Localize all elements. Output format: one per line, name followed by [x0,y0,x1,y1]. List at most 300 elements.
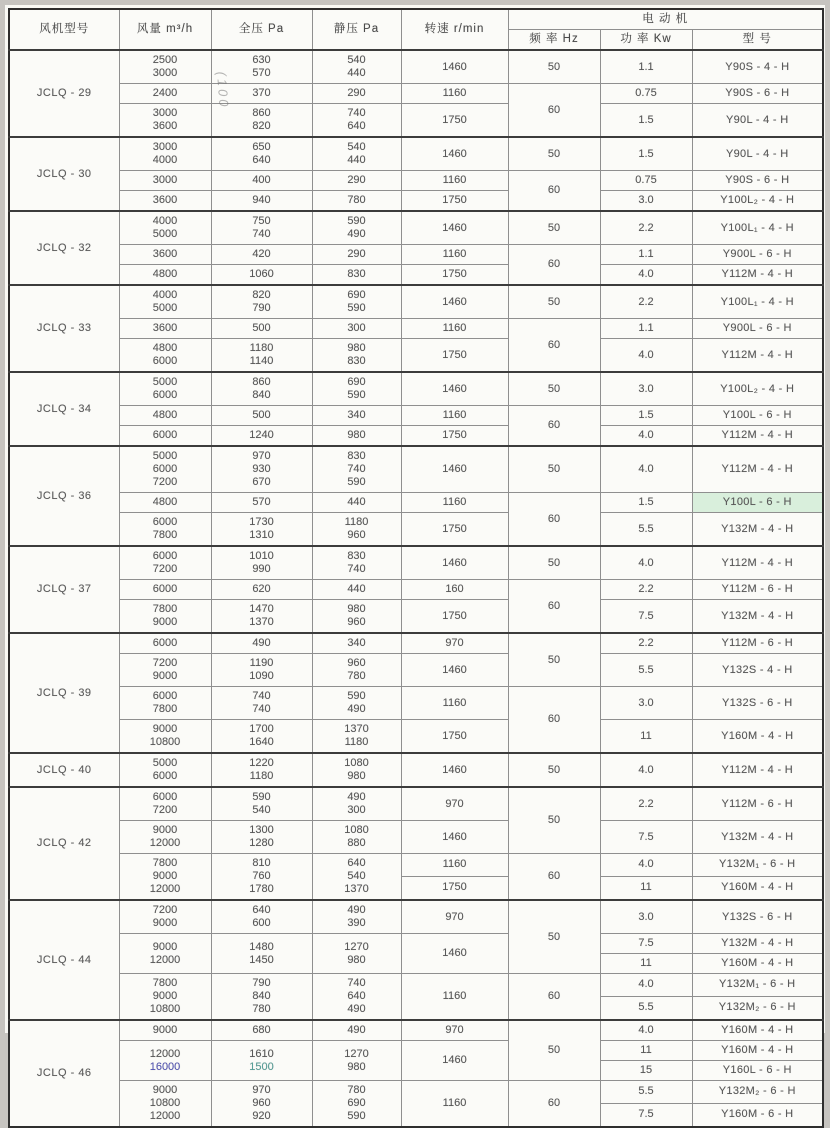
static-pressure-cell [312,406,401,426]
static-pressure-cell [312,1041,401,1081]
motor-model-cell: Y112M - 4 - H [692,426,823,447]
static-pressure-cell [312,900,401,934]
motor-model-cell: Y90L - 4 - H [692,137,823,171]
static-pressure-cell-value: 1180 [344,516,369,528]
motor-model-cell: Y90L - 4 - H [692,104,823,138]
motor-model-cell: Y90S - 6 - H [692,84,823,104]
speed-cell: 970 [401,787,508,821]
static-pressure-cell-value: 980 [347,770,366,782]
motor-model-cell: Y112M - 6 - H [692,633,823,654]
table-row [9,900,823,934]
motor-model-cell: Y100L₁ - 4 - H [692,211,823,245]
air-volume-cell-value: 9000 [152,1024,178,1036]
air-volume-cell-value: 6000 [152,690,178,702]
fan-model-cell: JCLQ - 34 [9,372,119,446]
total-pressure-cell-value: 1090 [249,670,274,682]
header-power: 功 率 Kw [600,30,692,51]
motor-model-cell: Y132M - 4 - H [692,821,823,854]
air-volume-cell-value: 4000 [152,154,178,166]
air-volume-cell [119,821,211,854]
table-row [9,600,823,634]
speed-cell: 1160 [401,1081,508,1128]
static-pressure-cell [312,84,401,104]
static-pressure-cell-value: 490 [347,228,366,240]
static-pressure-cell-value: 640 [347,120,366,132]
total-pressure-cell [211,854,312,901]
speed-cell: 1160 [401,84,508,104]
total-pressure-cell-value: 1300 [249,824,274,836]
static-pressure-cell-value: 490 [347,1024,366,1036]
total-pressure-cell [211,654,312,687]
fan-model-cell: JCLQ - 29 [9,50,119,137]
total-pressure-cell-value: 630 [252,54,271,66]
table-row [9,211,823,245]
static-pressure-cell-value: 780 [347,194,366,206]
frequency-cell: 60 [508,854,600,901]
total-pressure-cell-value: 1370 [249,616,274,628]
frequency-cell: 50 [508,50,600,84]
total-pressure-cell [211,406,312,426]
static-pressure-cell-value: 490 [347,1003,366,1015]
speed-cell: 970 [401,1020,508,1041]
frequency-cell: 60 [508,245,600,286]
static-pressure-cell-value: 440 [347,154,366,166]
static-pressure-cell-value: 980 [347,953,366,966]
air-volume-cell-value: 3600 [152,194,178,206]
static-pressure-cell [312,580,401,600]
air-volume-cell [119,50,211,84]
motor-model-cell: Y132M₁ - 6 - H [692,854,823,877]
air-volume-cell-value: 5000 [152,302,178,314]
total-pressure-cell-value: 540 [252,804,271,816]
fan-model-cell: JCLQ - 42 [9,787,119,900]
static-pressure-cell-value: 490 [347,703,366,715]
power-cell: 0.75 [600,171,692,191]
air-volume-cell-value: 9000 [152,990,178,1002]
header-motor-group: 电 动 机 [508,9,823,30]
air-volume-cell-value: 6000 [152,583,178,595]
air-volume-cell-value: 4000 [152,215,178,227]
frequency-cell: 60 [508,580,600,634]
frequency-cell: 50 [508,900,600,974]
frequency-cell: 50 [508,1020,600,1081]
motor-model-cell: Y160M - 4 - H [692,876,823,900]
speed-cell: 1160 [401,319,508,339]
total-pressure-cell [211,211,312,245]
speed-cell: 1750 [401,513,508,547]
speed-cell: 1460 [401,372,508,406]
table-row [9,934,823,954]
total-pressure-cell-value: 820 [252,120,271,132]
header-total-pressure: 全压 Pa [211,9,312,50]
total-pressure-cell [211,319,312,339]
total-pressure-cell-value: 940 [252,194,271,206]
fan-model-cell: JCLQ - 33 [9,285,119,372]
total-pressure-cell-value: 1480 [249,940,274,953]
motor-model-cell: Y132M₂ - 6 - H [692,996,823,1020]
speed-cell: 1750 [401,600,508,634]
air-volume-cell [119,1041,211,1081]
total-pressure-cell-value: 1310 [249,529,274,541]
speed-cell: 1460 [401,753,508,787]
table-row [9,406,823,426]
static-pressure-cell [312,1020,401,1041]
speed-cell: 1160 [401,493,508,513]
air-volume-cell-value: 10800 [149,736,181,748]
power-cell: 7.5 [600,600,692,634]
frequency-cell: 50 [508,446,600,493]
total-pressure-cell-value: 1280 [249,837,274,849]
air-volume-cell-value: 9000 [152,940,178,953]
air-volume-cell-value: 6000 [152,770,178,782]
static-pressure-cell [312,265,401,286]
motor-model-cell: Y112M - 4 - H [692,265,823,286]
static-pressure-cell-value: 740 [347,977,366,989]
air-volume-cell-value: 4800 [152,342,178,354]
static-pressure-cell-value: 830 [347,268,366,280]
air-volume-cell-value: 4800 [152,496,178,508]
static-pressure-cell [312,753,401,787]
total-pressure-cell [211,934,312,974]
static-pressure-cell [312,372,401,406]
table-row [9,787,823,821]
air-volume-cell [119,171,211,191]
static-pressure-cell-value: 1270 [344,1047,369,1060]
air-volume-cell [119,720,211,754]
table-row [9,137,823,171]
total-pressure-cell [211,372,312,406]
motor-model-cell: Y112M - 4 - H [692,446,823,493]
power-cell: 11 [600,1041,692,1061]
frequency-cell: 50 [508,285,600,319]
static-pressure-cell-value: 740 [347,563,366,575]
motor-model-cell: Y90S - 6 - H [692,171,823,191]
speed-cell: 1460 [401,50,508,84]
speed-cell: 970 [401,900,508,934]
table-row [9,821,823,854]
air-volume-cell-value: 6000 [152,389,178,401]
static-pressure-cell [312,787,401,821]
frequency-cell: 60 [508,493,600,547]
total-pressure-cell-value: 840 [252,990,271,1002]
fan-model-cell: JCLQ - 39 [9,633,119,753]
static-pressure-cell-value: 1080 [344,757,369,769]
total-pressure-cell [211,265,312,286]
power-cell: 2.2 [600,211,692,245]
air-volume-cell-value: 12000 [149,883,181,895]
static-pressure-cell-value: 440 [347,583,366,595]
static-pressure-cell [312,245,401,265]
static-pressure-cell [312,600,401,634]
total-pressure-cell-value: 570 [252,496,271,508]
speed-cell: 1750 [401,191,508,212]
speed-cell: 1160 [401,406,508,426]
static-pressure-cell-value: 740 [347,463,366,475]
total-pressure-cell [211,50,312,84]
air-volume-cell-value: 12000 [149,1110,181,1122]
static-pressure-cell [312,446,401,493]
air-volume-cell [119,580,211,600]
table-row [9,1081,823,1104]
air-volume-cell-value: 7800 [152,857,178,869]
air-volume-cell [119,753,211,787]
motor-model-cell: Y100L - 6 - H [692,406,823,426]
frequency-cell: 60 [508,687,600,754]
speed-cell: 160 [401,580,508,600]
motor-model-cell: Y132S - 6 - H [692,687,823,720]
air-volume-cell-value: 4000 [152,289,178,301]
frequency-cell: 60 [508,974,600,1021]
table-row [9,339,823,373]
motor-model-cell: Y900L - 6 - H [692,319,823,339]
power-cell: 3.0 [600,191,692,212]
motor-model-cell: Y132M - 4 - H [692,934,823,954]
static-pressure-cell-value: 830 [347,450,366,462]
static-pressure-cell-value: 490 [347,791,366,803]
air-volume-cell-value: 9000 [152,917,178,929]
power-cell: 2.2 [600,580,692,600]
fan-model-cell: JCLQ - 30 [9,137,119,211]
total-pressure-cell [211,339,312,373]
total-pressure-cell [211,1041,312,1081]
static-pressure-cell [312,211,401,245]
static-pressure-cell-value: 540 [347,141,366,153]
static-pressure-cell [312,720,401,754]
air-volume-cell-value: 12000 [149,837,181,849]
power-cell: 4.0 [600,265,692,286]
air-volume-cell-value: 7800 [152,977,178,989]
speed-cell: 1460 [401,137,508,171]
total-pressure-cell [211,84,312,104]
air-volume-cell-value: 10800 [149,1003,181,1015]
air-volume-cell-value: 7200 [152,904,178,916]
frequency-cell: 50 [508,211,600,245]
speed-cell: 1160 [401,687,508,720]
fan-model-cell: JCLQ - 46 [9,1020,119,1127]
air-volume-cell-value: 2400 [152,87,178,99]
total-pressure-cell [211,191,312,212]
table-row [9,171,823,191]
air-volume-cell-value: 4800 [152,268,178,280]
static-pressure-cell [312,821,401,854]
static-pressure-cell [312,191,401,212]
air-volume-cell-value: 5000 [152,228,178,240]
total-pressure-cell [211,687,312,720]
total-pressure-cell [211,546,312,580]
total-pressure-cell [211,171,312,191]
air-volume-cell-value: 9000 [152,616,178,628]
air-volume-cell [119,854,211,901]
air-volume-cell [119,546,211,580]
air-volume-cell-value: 7800 [152,529,178,541]
motor-model-cell: Y160M - 4 - H [692,1041,823,1061]
static-pressure-cell-value: 1180 [344,736,369,748]
power-cell: 4.0 [600,426,692,447]
power-cell: 5.5 [600,1081,692,1104]
total-pressure-cell-value: 1640 [249,736,274,748]
total-pressure-cell-value: 860 [252,376,271,388]
static-pressure-cell [312,285,401,319]
motor-model-cell: Y160M - 4 - H [692,1020,823,1041]
total-pressure-cell-value: 1700 [249,723,274,735]
air-volume-cell-value: 9000 [152,824,178,836]
air-volume-cell-value: 9000 [152,723,178,735]
motor-model-cell: Y132M₂ - 6 - H [692,1081,823,1104]
total-pressure-cell [211,753,312,787]
total-pressure-cell-value: 500 [252,409,271,421]
frequency-cell: 60 [508,171,600,212]
static-pressure-cell-value: 960 [347,616,366,628]
static-pressure-cell-value: 490 [347,904,366,916]
handwritten-scan-artifact: (100 [214,71,232,110]
air-volume-cell-value: 16000 [149,1060,181,1073]
air-volume-cell [119,493,211,513]
frequency-cell: 60 [508,1081,600,1128]
air-volume-cell-value: 3000 [152,141,178,153]
total-pressure-cell-value: 1470 [249,603,274,615]
air-volume-cell-value: 5000 [152,376,178,388]
static-pressure-cell-value: 1080 [344,824,369,836]
static-pressure-cell [312,104,401,138]
total-pressure-cell [211,580,312,600]
air-volume-cell-value: 9000 [152,870,178,882]
static-pressure-cell-value: 960 [347,529,366,541]
static-pressure-cell [312,339,401,373]
power-cell: 2.2 [600,787,692,821]
speed-cell: 970 [401,633,508,654]
motor-model-cell: Y900L - 6 - H [692,245,823,265]
total-pressure-cell [211,600,312,634]
speed-cell: 1460 [401,285,508,319]
total-pressure-cell-value: 840 [252,389,271,401]
power-cell: 0.75 [600,84,692,104]
fan-spec-table [8,8,824,1128]
speed-cell: 1750 [401,876,508,900]
power-cell: 7.5 [600,1103,692,1127]
static-pressure-cell-value: 440 [347,496,366,508]
power-cell: 3.0 [600,687,692,720]
air-volume-cell-value: 6000 [152,429,178,441]
air-volume-cell [119,446,211,493]
speed-cell: 1460 [401,1041,508,1081]
table-row [9,245,823,265]
table-row [9,546,823,580]
motor-model-cell: Y90S - 4 - H [692,50,823,84]
total-pressure-cell-value: 670 [252,476,271,488]
air-volume-cell [119,900,211,934]
air-volume-cell-value: 5000 [152,757,178,769]
total-pressure-cell-value: 1010 [249,550,274,562]
motor-model-cell: Y100L₂ - 4 - H [692,191,823,212]
air-volume-cell [119,687,211,720]
static-pressure-cell-value: 980 [347,1060,366,1073]
total-pressure-cell-value: 420 [252,248,271,260]
motor-model-cell: Y160M - 4 - H [692,954,823,974]
table-row [9,191,823,212]
air-volume-cell [119,654,211,687]
static-pressure-cell-value: 690 [347,1097,366,1109]
total-pressure-cell-value: 370 [252,87,271,99]
motor-model-cell: Y132S - 4 - H [692,654,823,687]
power-cell: 5.5 [600,513,692,547]
total-pressure-cell-value: 960 [252,1097,271,1109]
power-cell: 5.5 [600,996,692,1020]
total-pressure-cell-value: 740 [252,703,271,715]
power-cell: 4.0 [600,753,692,787]
speed-cell: 1460 [401,821,508,854]
air-volume-cell-value: 10800 [149,1097,181,1109]
static-pressure-cell-value: 590 [347,302,366,314]
power-cell: 11 [600,720,692,754]
total-pressure-cell-value: 780 [252,1003,271,1015]
air-volume-cell-value: 7200 [152,804,178,816]
table-row [9,426,823,447]
static-pressure-cell-value: 390 [347,917,366,929]
speed-cell: 1160 [401,171,508,191]
total-pressure-cell-value: 1730 [249,516,274,528]
air-volume-cell-value: 3600 [152,120,178,132]
frequency-cell: 60 [508,319,600,373]
table-row [9,265,823,286]
total-pressure-cell [211,245,312,265]
total-pressure-cell-value: 1180 [249,770,274,782]
motor-model-cell: Y160L - 6 - H [692,1061,823,1081]
motor-model-cell: Y100L₁ - 4 - H [692,285,823,319]
motor-model-cell: Y112M - 4 - H [692,546,823,580]
header-air-volume: 风量 m³/h [119,9,211,50]
air-volume-cell-value: 6000 [152,637,178,649]
header-motor-model: 型 号 [692,30,823,51]
total-pressure-cell-value: 820 [252,289,271,301]
air-volume-cell [119,974,211,1021]
air-volume-cell-value: 7800 [152,603,178,615]
total-pressure-cell-value: 400 [252,174,271,186]
total-pressure-cell-value: 1500 [249,1060,274,1073]
spec-table-body [9,50,823,1127]
speed-cell: 1460 [401,211,508,245]
table-row [9,372,823,406]
speed-cell: 1750 [401,265,508,286]
fan-model-cell: JCLQ - 36 [9,446,119,546]
air-volume-cell [119,245,211,265]
static-pressure-cell [312,974,401,1021]
air-volume-cell-value: 5000 [152,450,178,462]
air-volume-cell [119,1081,211,1128]
table-row [9,633,823,654]
air-volume-cell-value: 6000 [152,355,178,367]
speed-cell: 1750 [401,720,508,754]
fan-model-cell: JCLQ - 44 [9,900,119,1020]
air-volume-cell [119,600,211,634]
air-volume-cell [119,137,211,171]
total-pressure-cell-value: 920 [252,1110,271,1122]
total-pressure-cell-value: 1060 [249,268,274,280]
frequency-cell: 50 [508,137,600,171]
table-row [9,854,823,877]
air-volume-cell-value: 6000 [152,463,178,475]
static-pressure-cell [312,513,401,547]
air-volume-cell [119,265,211,286]
total-pressure-cell-value: 750 [252,215,271,227]
total-pressure-cell-value: 590 [252,791,271,803]
total-pressure-cell [211,493,312,513]
static-pressure-cell-value: 590 [347,389,366,401]
power-cell: 4.0 [600,546,692,580]
table-row [9,319,823,339]
table-row [9,446,823,493]
static-pressure-cell [312,546,401,580]
static-pressure-cell-value: 290 [347,174,366,186]
